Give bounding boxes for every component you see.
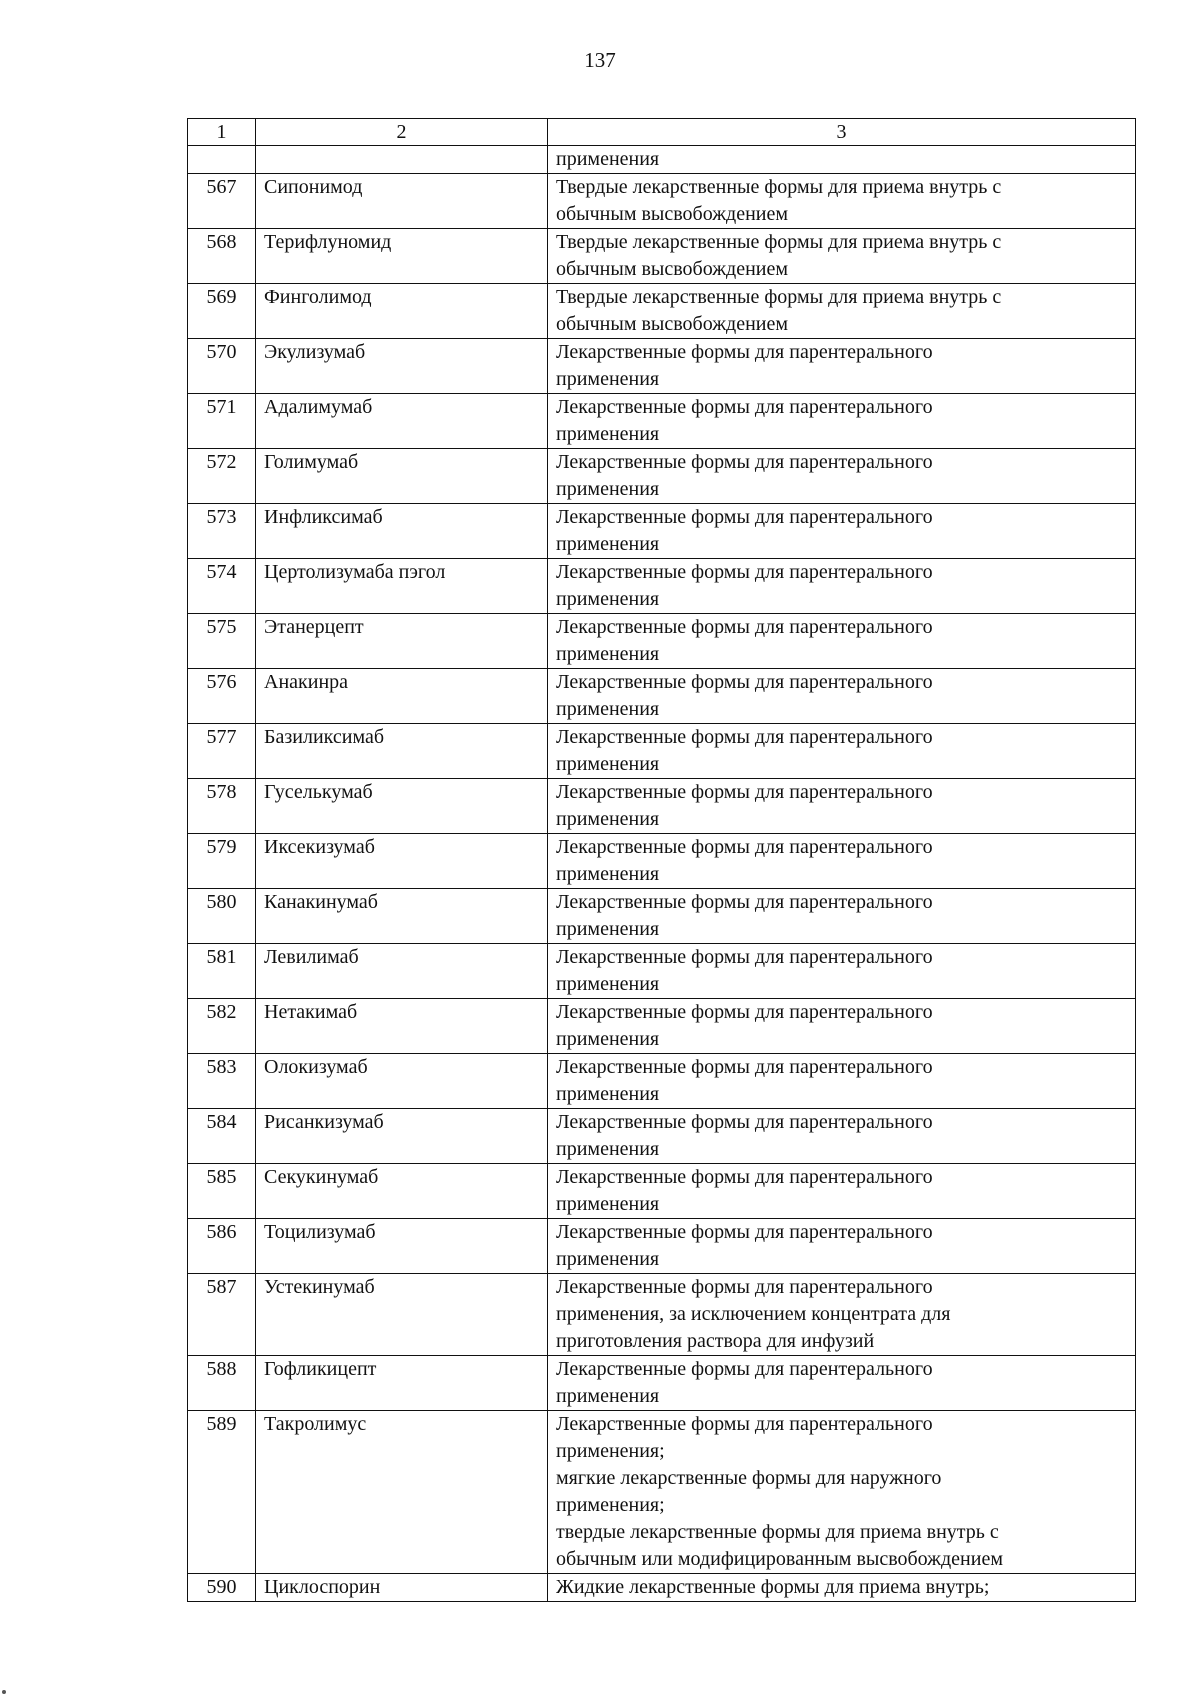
drug-name: Терифлуномид — [256, 229, 548, 284]
dosage-forms: Лекарственные формы для парентерального применения — [548, 779, 1136, 834]
row-number — [188, 146, 256, 174]
table-row — [188, 284, 1136, 339]
table-row — [188, 559, 1136, 614]
table-row — [188, 1356, 1136, 1411]
dosage-forms: Лекарственные формы для парентерального применения — [548, 394, 1136, 449]
drug-name: Рисанкизумаб — [256, 1109, 548, 1164]
row-number: 590 — [188, 1574, 256, 1602]
drug-name: Сипонимод — [256, 174, 548, 229]
drug-name: Олокизумаб — [256, 1054, 548, 1109]
row-number: 588 — [188, 1356, 256, 1411]
drug-name: Анакинра — [256, 669, 548, 724]
dosage-forms: Лекарственные формы для парентерального применения — [548, 999, 1136, 1054]
dosage-forms: Лекарственные формы для парентерального применения — [548, 504, 1136, 559]
table-row — [188, 779, 1136, 834]
drug-list-table — [187, 118, 1136, 1602]
dosage-forms: Лекарственные формы для парентерального применения, за исключением концентрата для приготовления раствора для инфузий — [548, 1274, 1136, 1356]
row-number: 584 — [188, 1109, 256, 1164]
dosage-forms: Лекарственные формы для парентерального применения — [548, 834, 1136, 889]
dosage-forms: Лекарственные формы для парентерального применения — [548, 724, 1136, 779]
page-number: 137 — [584, 48, 616, 72]
table-row — [188, 834, 1136, 889]
dosage-forms: Лекарственные формы для парентерального применения — [548, 889, 1136, 944]
dosage-forms: Жидкие лекарственные формы для приема внутрь; — [548, 1574, 1136, 1602]
row-number: 572 — [188, 449, 256, 504]
row-number: 569 — [188, 284, 256, 339]
row-number: 585 — [188, 1164, 256, 1219]
dosage-forms: Лекарственные формы для парентерального применения; мягкие лекарственные формы для наружного применения; твердые лекарственные формы для приема внутрь с обычным или модифицированным высвобождением — [548, 1411, 1136, 1574]
dosage-forms: Лекарственные формы для парентерального применения — [548, 669, 1136, 724]
table-row — [188, 504, 1136, 559]
drug-name: Тоцилизумаб — [256, 1219, 548, 1274]
table-header-row — [188, 119, 1136, 146]
dosage-forms: Лекарственные формы для парентерального применения — [548, 1164, 1136, 1219]
dosage-forms: Лекарственные формы для парентерального применения — [548, 1054, 1136, 1109]
table-row — [188, 1274, 1136, 1356]
dosage-forms: применения — [548, 146, 1136, 174]
drug-name: Базиликсимаб — [256, 724, 548, 779]
row-number: 575 — [188, 614, 256, 669]
row-number: 567 — [188, 174, 256, 229]
row-number: 582 — [188, 999, 256, 1054]
table-row — [188, 944, 1136, 999]
table-row — [188, 146, 1136, 174]
table-row — [188, 394, 1136, 449]
row-number: 581 — [188, 944, 256, 999]
table-row — [188, 999, 1136, 1054]
row-number: 576 — [188, 669, 256, 724]
drug-name: Циклоспорин — [256, 1574, 548, 1602]
table-row — [188, 1219, 1136, 1274]
drug-name: Гофликицепт — [256, 1356, 548, 1411]
drug-name: Адалимумаб — [256, 394, 548, 449]
table-row — [188, 1411, 1136, 1574]
row-number: 570 — [188, 339, 256, 394]
drug-name: Гуселькумаб — [256, 779, 548, 834]
drug-name: Голимумаб — [256, 449, 548, 504]
dosage-forms: Лекарственные формы для парентерального применения — [548, 944, 1136, 999]
table-row — [188, 889, 1136, 944]
table-row — [188, 229, 1136, 284]
dosage-forms: Лекарственные формы для парентерального применения — [548, 339, 1136, 394]
drug-name: Иксекизумаб — [256, 834, 548, 889]
row-number: 577 — [188, 724, 256, 779]
drug-name: Нетакимаб — [256, 999, 548, 1054]
dosage-forms: Твердые лекарственные формы для приема внутрь с обычным высвобождением — [548, 284, 1136, 339]
table-row — [188, 449, 1136, 504]
column-header-number: 1 — [188, 119, 256, 146]
table-row — [188, 1109, 1136, 1164]
dosage-forms: Лекарственные формы для парентерального применения — [548, 1356, 1136, 1411]
row-number: 587 — [188, 1274, 256, 1356]
row-number: 589 — [188, 1411, 256, 1574]
drug-name: Устекинумаб — [256, 1274, 548, 1356]
dosage-forms: Лекарственные формы для парентерального применения — [548, 614, 1136, 669]
drug-name: Финголимод — [256, 284, 548, 339]
dosage-forms: Твердые лекарственные формы для приема внутрь с обычным высвобождением — [548, 229, 1136, 284]
column-header-forms: 3 — [548, 119, 1136, 146]
drug-name — [256, 146, 548, 174]
table-row — [188, 1054, 1136, 1109]
table-row — [188, 1164, 1136, 1219]
drug-name: Секукинумаб — [256, 1164, 548, 1219]
table-row — [188, 614, 1136, 669]
row-number: 578 — [188, 779, 256, 834]
dosage-forms: Лекарственные формы для парентерального применения — [548, 559, 1136, 614]
row-number: 583 — [188, 1054, 256, 1109]
table-row — [188, 669, 1136, 724]
dosage-forms: Лекарственные формы для парентерального применения — [548, 1109, 1136, 1164]
row-number: 579 — [188, 834, 256, 889]
row-number: 574 — [188, 559, 256, 614]
drug-name: Канакинумаб — [256, 889, 548, 944]
drug-name: Экулизумаб — [256, 339, 548, 394]
table-row — [188, 339, 1136, 394]
table-row — [188, 174, 1136, 229]
dosage-forms: Лекарственные формы для парентерального применения — [548, 449, 1136, 504]
row-number: 568 — [188, 229, 256, 284]
drug-name: Этанерцепт — [256, 614, 548, 669]
table-row — [188, 724, 1136, 779]
drug-name: Инфликсимаб — [256, 504, 548, 559]
row-number: 586 — [188, 1219, 256, 1274]
column-header-name: 2 — [256, 119, 548, 146]
dosage-forms: Твердые лекарственные формы для приема внутрь с обычным высвобождением — [548, 174, 1136, 229]
drug-name: Левилимаб — [256, 944, 548, 999]
scan-artifact — [2, 1690, 6, 1694]
table-row — [188, 1574, 1136, 1602]
drug-name: Такролимус — [256, 1411, 548, 1574]
row-number: 580 — [188, 889, 256, 944]
dosage-forms: Лекарственные формы для парентерального применения — [548, 1219, 1136, 1274]
drug-name: Цертолизумаба пэгол — [256, 559, 548, 614]
row-number: 573 — [188, 504, 256, 559]
row-number: 571 — [188, 394, 256, 449]
